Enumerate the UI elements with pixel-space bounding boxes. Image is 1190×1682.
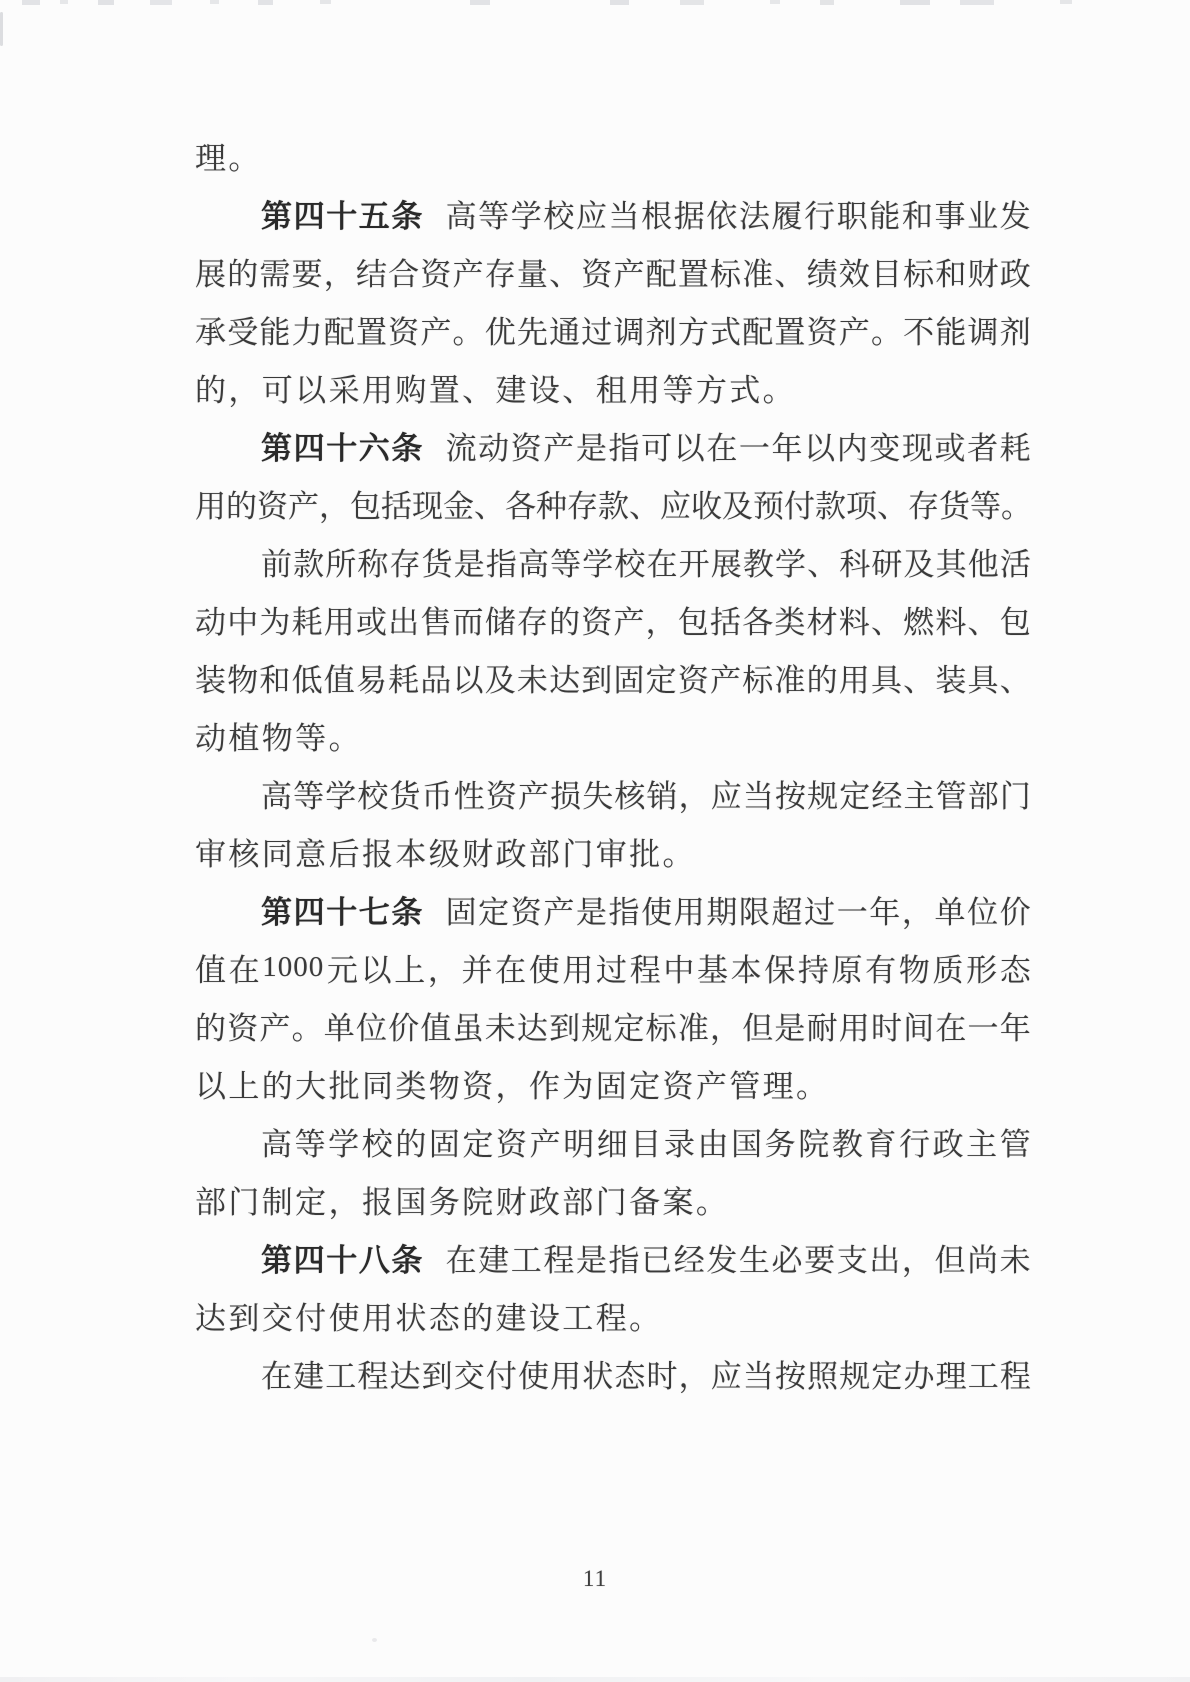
text-line: 部 门 制 定 ， 报 国 务 院 财 政 部 门 备 案 。 — [195, 1184, 727, 1220]
scan-speck — [372, 1638, 377, 1642]
text-line: 达 到 交 付 使 用 状 态 的 建 设 工 程 。 — [195, 1300, 661, 1336]
page-number: 11 — [582, 1566, 608, 1591]
text-line: 高 等 学 校 的 固 定 资 产 明 细 目 录 由 国 务 院 教 育 行 政 主 管 — [261, 1126, 1031, 1162]
text-line: 的 ， 可 以 采 用 购 置 、 建 设 、 租 用 等 方 式 。 — [195, 372, 794, 408]
scan-artifact-top-edge — [0, 0, 1190, 7]
document-body — [195, 126, 1031, 1402]
scan-artifact-bottom-edge — [0, 1677, 1190, 1682]
text-line: 审 核 同 意 后 报 本 级 财 政 部 门 审 批 。 — [195, 836, 694, 872]
text-line: 的 资 产 。 单 位 价 值 虽 未 达 到 规 定 标 准 ， 但 是 耐 用 时 间 在 一 年 — [195, 1010, 1031, 1046]
text-line: 第 四 十 七 条 固 定 资 产 是 指 使 用 期 限 超 过 一 年 ， 单 位 价 — [261, 894, 1031, 930]
text-line: 前 款 所 称 存 货 是 指 高 等 学 校 在 开 展 教 学 、 科 研 及 其 他 活 — [261, 546, 1031, 582]
text-line: 动 中 为 耗 用 或 出 售 而 储 存 的 资 产 ， 包 括 各 类 材 料 、 燃 料 、 包 — [195, 604, 1031, 640]
text-line: 高 等 学 校 货 币 性 资 产 损 失 核 销 ， 应 当 按 规 定 经 主 管 部 门 — [261, 778, 1031, 814]
text-line: 第 四 十 八 条 在 建 工 程 是 指 已 经 发 生 必 要 支 出 ， 但 尚 未 — [261, 1242, 1031, 1278]
text-line: 承 受 能 力 配 置 资 产 。 优 先 通 过 调 剂 方 式 配 置 资 产 。 不 能 调 剂 — [195, 314, 1031, 350]
text-line: 第 四 十 五 条 高 等 学 校 应 当 根 据 依 法 履 行 职 能 和 事 业 发 — [261, 198, 1031, 234]
scan-artifact-left-edge — [0, 12, 3, 46]
text-line: 用 的 资 产 ， 包 括 现 金 、 各 种 存 款 、 应 收 及 预 付 款 项 、 存 货 等 。 — [195, 488, 1032, 524]
text-line: 动 植 物 等 。 — [195, 720, 360, 756]
text-line: 第 四 十 六 条 流 动 资 产 是 指 可 以 在 一 年 以 内 变 现 或 者 耗 — [261, 430, 1031, 466]
text-line: 装 物 和 低 值 易 耗 品 以 及 未 达 到 固 定 资 产 标 准 的 用 具 、 装 具 、 — [195, 662, 1031, 698]
text-line: 以 上 的 大 批 同 类 物 资 ， 作 为 固 定 资 产 管 理 。 — [195, 1068, 828, 1104]
text-line: 在 建 工 程 达 到 交 付 使 用 状 态 时 ， 应 当 按 照 规 定 办 理 工 程 — [261, 1358, 1031, 1394]
text-line: 展 的 需 要 ， 结 合 资 产 存 量 、 资 产 配 置 标 准 、 绩 效 目 标 和 财 政 — [195, 256, 1031, 292]
text-line: 理 。 — [195, 140, 260, 176]
text-line: 值 在 1000 元 以 上 ， 并 在 使 用 过 程 中 基 本 保 持 原 有 物 质 形 态 — [195, 950, 1031, 988]
